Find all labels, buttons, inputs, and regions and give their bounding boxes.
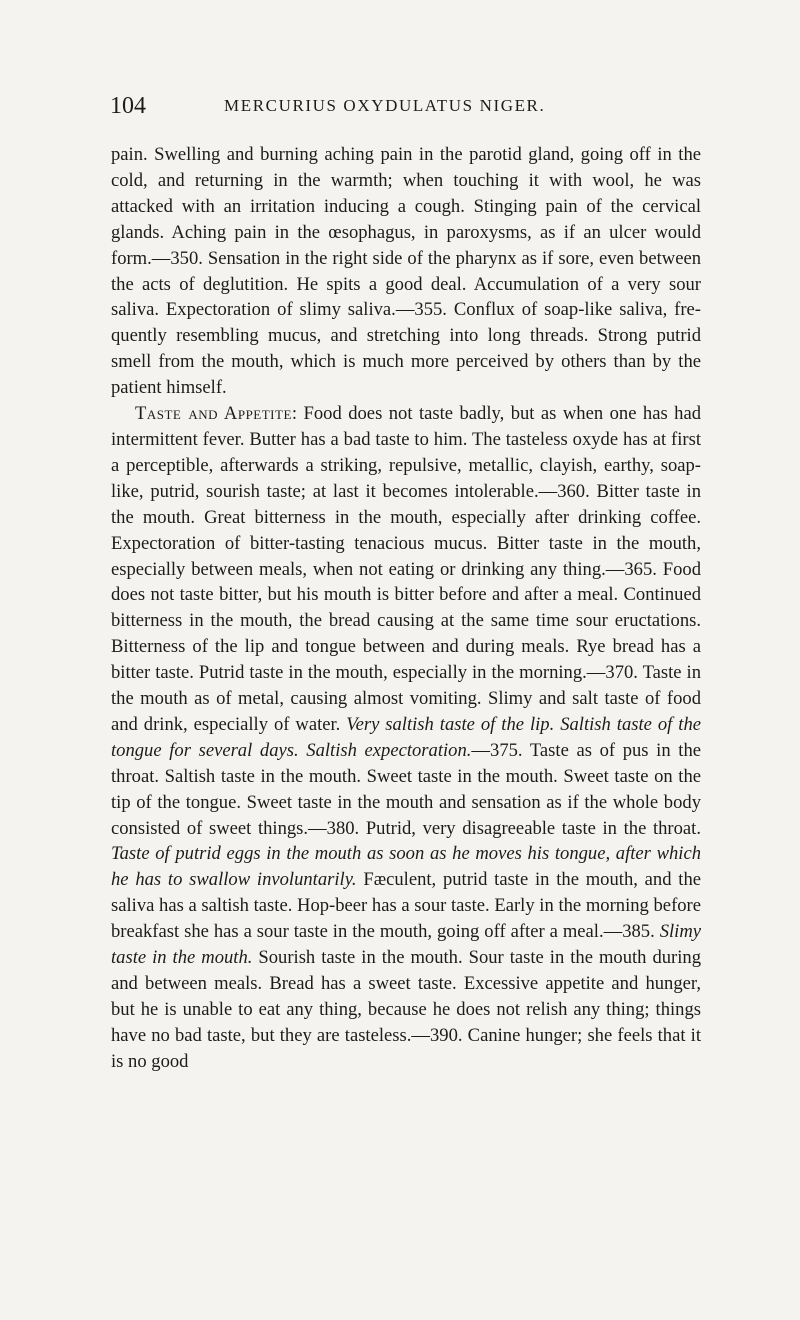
text-run: Sourish taste in the mouth. Sour taste in the mouth during and between meals. Bread has a sweet taste. Excessive appetite and hunger, but he is unable to eat any thing, because he does not relish any thing; things have no bad taste, but they are tasteless.—390. Canine hunger; she feels that it is no good xyxy=(111,947,701,1072)
italic-text: Taste of putrid eggs in the mouth as soon as he moves his tongue, after which he has to swallow involuntarily. xyxy=(111,843,701,891)
paragraph xyxy=(111,142,701,401)
running-head xyxy=(110,86,700,126)
text-run: —375. Taste as of pus in the throat. Saltish taste in the mouth. Sweet taste in the mouth. Sweet taste on the tip of the tongue. Sweet taste in the mouth and sensation as if the whole body consisted of sweet things.—380. Putrid, very disagreeable taste in the throat. xyxy=(111,739,701,839)
italic-text: Very saltish taste of the lip. Saltish taste of the tongue for several days. Saltish expectoration. xyxy=(111,713,701,761)
running-title: MERCURIUS OXYDULATUS NIGER. xyxy=(224,96,546,115)
paragraph xyxy=(111,401,701,1075)
text-run: : Food does not taste badly, but as when one has had intermittent fever. Butter has a bad taste to him. The tasteless oxyde has at first a perceptible, afterwards a striking, repulsive, metallic, clayish, earthy, soap-like, putrid, sourish taste; at last it becomes intolerable.—360. Bitter taste in the mouth. Great bitterness in the mouth, especially after drinking coffee. Expectoration of bitter-tasting tenacious mucus. Bitter taste in the mouth, especially between meals, when not eating or drinking any thing.—365. Food does not taste bitter, but his mouth is bitter before and after a meal. Continued bitterness in the mouth, the bread causing at the same time sour eructations. Bitterness of the lip and tongue between and during meals. Rye bread has a bitter taste. Putrid taste in the mouth, especially in the morning.—370. Taste in the mouth as of metal, causing almost vomiting. Slimy and salt taste of food and drink, especially of water. xyxy=(111,403,702,735)
section-heading: Taste and Appetite xyxy=(135,403,292,425)
page-number: 104 xyxy=(110,93,146,119)
body-text xyxy=(111,142,701,1075)
italic-text: Slimy taste in the mouth. xyxy=(111,921,701,969)
text-run: Fæculent, putrid taste in the mouth, and the saliva has a saltish taste. Hop-beer has a sour taste. Early in the morning before breakfast she has a sour taste in the mouth, going off after a meal.—385. xyxy=(111,869,701,943)
text-run: pain. Swelling and burning aching pain in the parotid gland, going off in the cold, and returning in the warmth; when touching it with wool, he was attacked with an irritation inducing a cough. Stinging pain of the cervical glands. Aching pain in the œsophagus, in paroxysms, as if an ulcer would form.—350. Sensation in the right side of the pharynx as if sore, even between the acts of deglutition. He spits a good deal. Accumulation of a very sour saliva. Expectoration of slimy saliva.—355. Conflux of soap-like saliva, frequently resembling mucus, and stretching into long threads. Strong putrid smell from the mouth, which is much more perceived by others than by the patient himself. xyxy=(111,144,701,399)
